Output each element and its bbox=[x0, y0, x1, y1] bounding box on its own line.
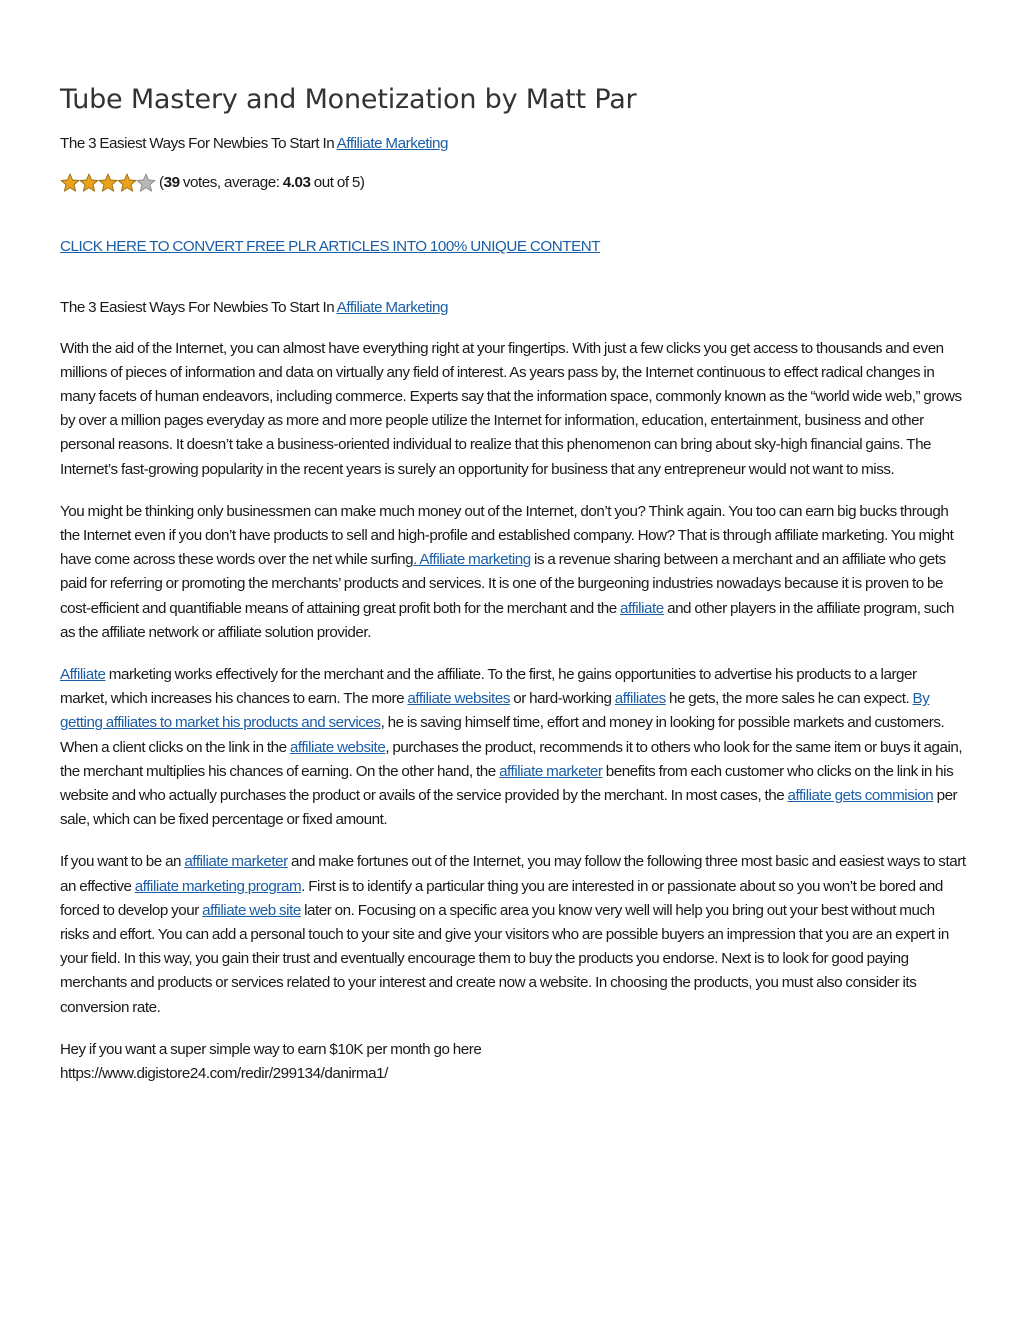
affiliate-web-site-link[interactable]: affiliate web site bbox=[202, 901, 301, 919]
p4-text-3: . First is to identify a particular thing you are interested in or passionate about so you won’t be bored and forced to develop your bbox=[60, 877, 943, 919]
subtitle2-text: The 3 Easiest Ways For Newbies To Start In bbox=[60, 299, 337, 317]
star-icon-filled[interactable] bbox=[98, 173, 118, 193]
p2-text-2: is a revenue sharing between a merchant and an affiliate who gets paid for referring or promoting the merchants’ products and services. It is one of the burgeoning industries nowadays because it is proven to be cost-efficient and quantifiable means of attaining great profit both for the merchant and the bbox=[60, 551, 946, 617]
p4-text-2: and make fortunes out of the Internet, you may follow the following three most basic and easiest ways to start an effective bbox=[60, 853, 966, 895]
affiliate-marketing-program-link[interactable]: affiliate marketing program bbox=[134, 877, 302, 895]
getting-affiliates-link[interactable]: By getting affiliates to market his products and services bbox=[60, 690, 930, 732]
star-icon-filled[interactable] bbox=[79, 173, 99, 193]
page-title: Tube Mastery and Monetization by Matt Par bbox=[60, 84, 637, 115]
votes-count: 39 bbox=[163, 174, 180, 192]
p3-text-5: , purchases the product, recommends it to others who look for the same item or buys it again, the merchant multiplies his chances of earning. On the other hand, the bbox=[60, 738, 963, 780]
out-of-label: out of 5) bbox=[310, 174, 365, 192]
affiliates-link[interactable]: affiliates bbox=[614, 690, 666, 708]
affiliate-websites-link[interactable]: affiliate websites bbox=[407, 690, 510, 708]
affiliate-marketing-link-2[interactable]: Affiliate Marketing bbox=[336, 299, 449, 317]
p3-text-2: or hard-working bbox=[509, 690, 615, 708]
affiliate-link[interactable]: affiliate bbox=[620, 599, 664, 617]
rating-paren: ( bbox=[159, 174, 164, 192]
star-icon-filled[interactable] bbox=[60, 173, 80, 193]
paragraph-1: With the aid of the Internet, you can almost have everything right at your fingertips. With just a few clicks you get access to thousands and even millions of pieces of information and data on virtually any field of interest. As years pass by, the Internet continuous to effect radical changes in many facets of human endeavors, including commerce. Experts say that the information space, commonly known as the “world wide web,” grows by over a million pages everyday as more and more people utilize the Internet for information, education, entertainment, business and other personal reasons. It doesn’t take a business-oriented individual to realize that this phenomenon can bring about sky-high financial gains. The Internet’s fast-growing popularity in the recent years is surely an opportunity for business that any entrepreneur would not want to miss. bbox=[60, 339, 962, 478]
p3-text-3: he gets, the more sales he can expect. bbox=[665, 690, 913, 708]
promo-text: Hey if you want a super simple way to earn $10K per month go here bbox=[60, 1040, 482, 1058]
rating-summary bbox=[159, 171, 364, 195]
star-icon-empty[interactable] bbox=[136, 173, 156, 193]
affiliate-marketing-link[interactable]: Affiliate Marketing bbox=[336, 135, 449, 152]
promo-url[interactable]: https://www.digistore24.com/redir/299134/danirma1/ bbox=[60, 1065, 388, 1083]
average-score: 4.03 bbox=[282, 174, 311, 192]
p4-text-1: If you want to be an bbox=[60, 853, 185, 871]
subtitle-text: The 3 Easiest Ways For Newbies To Start In bbox=[60, 135, 337, 152]
paragraph-4 bbox=[60, 850, 966, 1019]
affiliate-marketer-link[interactable]: affiliate marketer bbox=[499, 762, 603, 780]
p3-text-7: per sale, which can be fixed percentage or fixed amount. bbox=[60, 787, 958, 829]
star-icon-filled[interactable] bbox=[117, 173, 137, 193]
convert-plr-link[interactable]: CLICK HERE TO CONVERT FREE PLR ARTICLES INTO 100% UNIQUE CONTENT bbox=[60, 238, 601, 256]
star-rating[interactable] bbox=[60, 173, 155, 193]
cta-paragraph bbox=[60, 235, 966, 259]
p3-text-1: marketing works effectively for the merchant and the affiliate. To the first, he gains opportunities to advertise his products to a larger market, which increases his chances to earn. The more bbox=[60, 666, 917, 708]
p2-text-3: and other players in the affiliate program, such as the affiliate network or affiliate solution provider. bbox=[60, 599, 955, 641]
affiliate-marketer-link-2[interactable]: affiliate marketer bbox=[184, 853, 288, 871]
article-subtitle bbox=[60, 132, 966, 156]
paragraph-3 bbox=[60, 663, 966, 832]
p3-text-4: , he is saving himself time, effort and money in looking for possible markets and customers. When a client clicks on the link in the bbox=[60, 714, 945, 756]
article-subtitle-repeat bbox=[60, 296, 966, 320]
affiliate-commision-link[interactable]: affiliate gets commision bbox=[787, 787, 934, 805]
rating-row bbox=[60, 171, 966, 195]
p3-text-6: benefits from each customer who clicks on the link in his website and who actually purchases the product or avails of the service provided by the merchant. In most cases, the bbox=[60, 762, 954, 805]
votes-label: votes, average: bbox=[179, 174, 283, 192]
promo-paragraph bbox=[60, 1038, 966, 1086]
affiliate-website-link[interactable]: affiliate website bbox=[289, 738, 386, 756]
affiliate-marketing-inline-link[interactable]: . Affiliate marketing bbox=[413, 551, 531, 569]
p4-text-4: later on. Focusing on a specific area you know very well will help you bring out your best without much risks and effort. You can add a personal touch to your site and give your visitors who are possible buyers an impression that you are an expert in your field. In this way, you gain their trust and eventually encourage them to buy the products you endorse. Next is to look for good paying merchants and products or services related to your interest and create now a website. In choosing the products, you must also consider its conversion rate. bbox=[60, 901, 949, 1016]
affiliate-link-p3[interactable]: Affiliate bbox=[60, 666, 106, 684]
paragraph-2 bbox=[60, 500, 966, 645]
p2-text-1: You might be thinking only businessmen can make much money out of the Internet, don’t you? Think again. You too can earn big bucks through the Internet even if you don’t have products to sell and high-profile and established company. How? That is through affiliate marketing. You might have come across these words over the net while surfing bbox=[60, 502, 954, 569]
